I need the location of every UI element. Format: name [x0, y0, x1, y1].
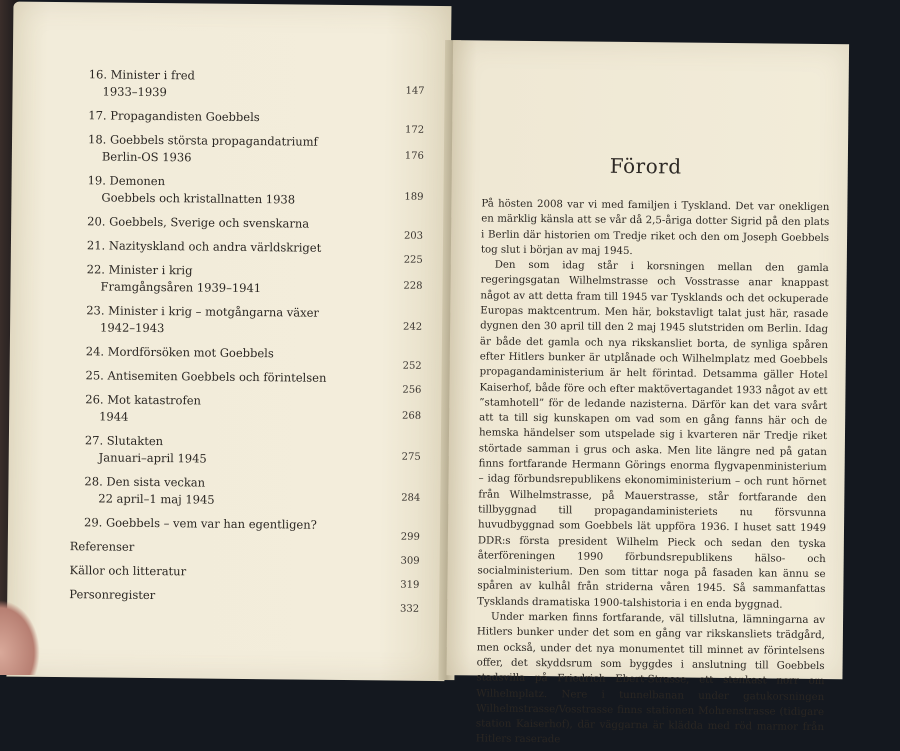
toc-entry-page-number: 256 [402, 384, 422, 396]
toc-entry-subtitle: 1933–1939 [102, 84, 167, 100]
toc-entry-title: 18. Goebbels största propagandatriumf [87, 132, 318, 149]
toc-entry-page-number: 242 [402, 321, 423, 333]
toc-entry-page-number: 172 [405, 124, 425, 136]
toc-entry-title: 21. Nazityskland och andra världskriget [86, 238, 322, 255]
toc-entry-page-number: 225 [403, 254, 423, 266]
toc-entry-page-number: 268 [402, 410, 422, 422]
toc-entry-title: 22. Minister i krig [86, 262, 193, 278]
toc-entry-page-number: 189 [404, 191, 424, 203]
toc-entry-title: 17. Propagandisten Goebbels [88, 108, 260, 125]
toc-entry-subtitle: 22 april–1 maj 1945 [98, 491, 215, 507]
toc-entry-page-number: 228 [403, 280, 423, 292]
toc-entry-page-number: 252 [402, 360, 422, 372]
toc-entry [72, 261, 422, 299]
toc-entry-page-number: 309 [400, 555, 420, 567]
toc-entry-title: Personregister [69, 587, 156, 603]
toc-entry-subtitle: Goebbels och kristallnatten 1938 [101, 190, 296, 207]
toc-entry [72, 302, 422, 340]
toc-entry-page-number: 203 [403, 230, 424, 242]
toc-entry-title: 19. Demonen [87, 173, 166, 189]
toc-entry-title: 29. Goebbels – vem var han egentligen? [83, 515, 317, 532]
toc-entry [70, 473, 420, 511]
toc-entry-page-number: 299 [400, 531, 420, 543]
toc-entry-page-number: 275 [401, 451, 421, 463]
toc-entry-page-number: 332 [400, 603, 420, 615]
toc-entry-subtitle: Framgångsåren 1939–1941 [100, 279, 262, 296]
toc-entry [69, 586, 420, 615]
toc-entry-subtitle: Berlin-OS 1936 [101, 149, 192, 165]
toc-entry [72, 343, 422, 372]
toc-entry [74, 107, 425, 136]
foreword-body [476, 196, 830, 750]
toc-entry [69, 562, 420, 591]
toc-entry-title: Referenser [69, 539, 135, 554]
toc-entry-title: 28. Den sista veckan [84, 474, 206, 490]
toc-entry-title: 26. Mot katastrofen [85, 392, 202, 408]
toc-entry-title: 25. Antisemiten Goebbels och förintelsen [85, 368, 327, 385]
toc-entry [71, 432, 421, 470]
toc-entry [73, 237, 423, 266]
toc-entry [74, 131, 424, 169]
toc-entry [71, 391, 421, 429]
toc-entry [73, 213, 424, 242]
toc-entry-title: 20. Goebbels, Sverige och svenskarna [87, 214, 310, 231]
foreword-paragraph: Under marken finns fortfarande, väl tillslutna, lämningarna av Hitlers bunker under det som en gång var rikskansliets trädgård, men också, under det nya monumentet till minnet av förintelsens offer, det skyddsrum som byggdes i anslutning till Goebbels stadsvilla på Friedrich Ebert-Strasse, ett stenkast norr om Wilhelmplatz. Nere i tunnelbanan under gatukorsningen Wilhelmstrasse/Vosstrasse finns stationen Mohrenstrasse (tidigare station Kaiserhof), där väggarna är klädda med röd marmor från Hitlers raserade [475, 611, 826, 746]
foreword-paragraph: På hösten 2008 var vi med familjen i Tyskland. Det var onekligen en märklig känsla att se vår då 2,5-åriga dotter Sigrid på den plats i Berlin där historien om Tredje riket och den om Joseph Goebbels tog slut i början av maj 1945. [480, 198, 830, 257]
toc-entry-page-number: 284 [401, 492, 421, 504]
toc-entry-subtitle: Januari–april 1945 [98, 450, 207, 466]
toc-entry [70, 514, 420, 543]
toc-entry [73, 172, 423, 210]
foreword-heading: Förord [609, 153, 682, 179]
toc-entry-title: 27. Slutakten [84, 433, 164, 449]
table-of-contents [69, 66, 425, 614]
toc-entry [74, 66, 424, 104]
toc-entry [71, 367, 422, 396]
toc-entry [69, 538, 420, 567]
toc-entry-title: 23. Minister i krig – motgångarna växer [86, 303, 320, 320]
toc-entry-title: 24. Mordförsöken mot Goebbels [85, 344, 274, 361]
toc-entry-page-number: 147 [405, 85, 425, 97]
toc-entry-page-number: 319 [400, 579, 420, 591]
toc-entry-page-number: 176 [404, 150, 424, 162]
foreword-paragraph: Den som idag står i korsningen mellan den gamla regeringsgatan Wilhelmstrasse och Vosstrasse anar knappast något av att detta fram till 1945 var Tysklands och det ockuperade Europas maktcentrum. Men här, bokstavligt talat just här, rasade dygnen den 30 april till den 2 maj 1945 slutstriden om Berlin. Idag är både det gamla och nya rikskansliet borta, de synliga spåren efter Hitlers bunker är utplånade och Wilhelmplatz med Goebbels propagandaministerium är helt förintad. Detsamma gäller Hotel Kaiserhof, både före och efter maktövertagandet 1933 något av ett ”stamhotell” för de ledande nazisterna. Därför kan det vara svårt att ta till sig kunskapen om vad som en gång fanns här och de hemska händelser som utspelade sig i kvarteren när Tredje riket störtade samman i grus och aska. Men lite längre ned på gatan finns fortfarande Hermann Görings enorma flygvapenministerium – idag förbundsrepublikens ekonomiministerium – och runt hörnet från Wilhelmstrasse, på Mauerstrasse, står fortfarande den tillbyggnad till propagandaministeriets nu försvunna huvudbyggnad som Goebbels lät uppföra 1936. I huset satt 1949 DDR:s första president Wilhelm Pieck och sedan den tyska återföreningen 1990 förbundsrepublikens hälso- och socialministerium. Den som tittar noga på fasaden kan ännu se spåren av kulhål från striderna våren 1945. Så sammanfattas Tysklands dramatiska 1900-talshistoria i en enda byggnad. [477, 259, 829, 611]
open-book [6, 0, 873, 746]
thumb [0, 600, 40, 675]
toc-entry-subtitle: 1942–1943 [100, 320, 165, 336]
toc-entry-subtitle: 1944 [99, 409, 129, 424]
toc-entry-title: Källor och litteratur [69, 563, 187, 579]
toc-entry-title: 16. Minister i fred [88, 67, 196, 83]
